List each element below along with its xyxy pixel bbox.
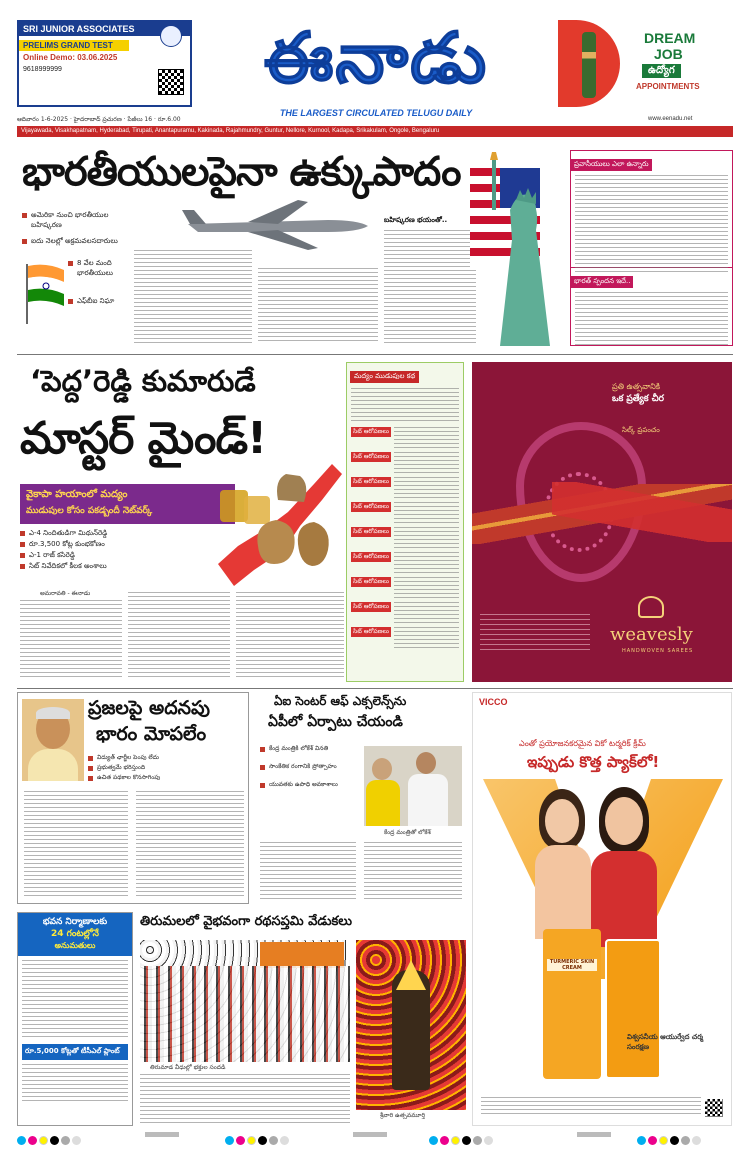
vicco-headline: ఇప్పుడు కొత్త ప్యాక్‌లో! bbox=[527, 753, 660, 771]
coe-photo-image bbox=[364, 746, 462, 826]
lead-bullet-2 bbox=[68, 258, 126, 306]
timeline-tag: సిట్ ఆరోపణలు bbox=[353, 528, 389, 535]
timeline-tag: సిట్ ఆరోపణలు bbox=[353, 428, 389, 435]
building-headline-3: అనుమతులు bbox=[54, 941, 96, 950]
aircraft-image bbox=[178, 192, 378, 252]
coe-bullet: కేంద్ర మంత్రికి లోకేశ్ వినతి bbox=[260, 744, 360, 754]
coe-story bbox=[254, 692, 466, 904]
liquor-bullet: సిట్ నివేదికలో కీలక అంశాలు bbox=[20, 561, 240, 572]
timeline-entry bbox=[351, 452, 459, 474]
building-sub-headline: రూ.5,000 కోట్లతో టీసీఎల్ ప్లాంట్ bbox=[22, 1044, 128, 1060]
timeline-entry bbox=[351, 502, 459, 524]
ad-line2: Online Demo: 03.06.2025 bbox=[23, 53, 118, 62]
ad-line1: PRELIMS GRAND TEST bbox=[19, 40, 129, 51]
liquor-byline: అమరావతి - ఈనాడు bbox=[40, 590, 91, 597]
timeline-text bbox=[394, 452, 459, 474]
timeline-entry bbox=[351, 627, 459, 649]
timeline-entry bbox=[351, 527, 459, 549]
qr-code-icon bbox=[158, 69, 184, 95]
timeline-tag: సిట్ ఆరోపణలు bbox=[353, 578, 389, 585]
india-flag-image bbox=[22, 262, 66, 326]
timeline-text bbox=[394, 627, 459, 649]
timeline-tag: సిట్ ఆరోపణలు bbox=[353, 453, 389, 460]
building-headline-box bbox=[18, 913, 132, 956]
liquor-headline-1: ‘పెద్ద’రెడ్డి కుమారుడే bbox=[30, 364, 256, 398]
weavesly-address bbox=[480, 614, 590, 654]
timeline-text bbox=[394, 527, 459, 549]
coe-headline-2: ఏపీలో ఏర్పాటు చేయండి bbox=[268, 714, 403, 730]
coe-body-col2 bbox=[364, 842, 462, 900]
liquor-bullet: ఎ-4 నిందితుడిగా మిథున్‌రెడ్డి bbox=[20, 528, 240, 539]
side-intro-text bbox=[351, 388, 459, 424]
lead-side-label: బహిష్కరణ భయంతో.. bbox=[384, 216, 448, 224]
statue-of-liberty-image bbox=[470, 150, 570, 346]
right-box1-title: ప్రవాసీయులు ఎలా ఉన్నారు bbox=[571, 159, 652, 171]
cbn-bullets bbox=[88, 753, 248, 783]
ap-map-money-image bbox=[214, 460, 346, 590]
ad-logo-icon bbox=[160, 25, 182, 47]
liquor-bullet: రూ.3,500 కోట్ల కుంభకోణం bbox=[20, 539, 240, 550]
liquor-bullets bbox=[20, 528, 240, 572]
building-sub-body bbox=[22, 1064, 128, 1104]
timeline-list bbox=[347, 427, 463, 649]
timeline-entry bbox=[351, 602, 459, 624]
weavesly-brand: weavesly bbox=[610, 624, 693, 645]
timeline-entry bbox=[351, 552, 459, 574]
ad-dream: DREAM bbox=[644, 30, 696, 46]
lead-bullet: ఎఫ్‌బీఐ నిఘా bbox=[68, 296, 126, 306]
lead-right-box1 bbox=[570, 150, 733, 268]
cbn-story bbox=[17, 692, 249, 904]
tirumala-body bbox=[140, 1074, 350, 1124]
vicco-fineprint bbox=[481, 1097, 701, 1117]
model-2-image bbox=[585, 787, 665, 947]
vicco-footer: విశ్వసనీయ ఆయుర్వేద చర్మ సంరక్షణ bbox=[627, 1033, 703, 1051]
ad-line3: 9618999999 bbox=[23, 66, 62, 73]
right-box2-title: భారత్ స్పందన ఇదే.. bbox=[571, 276, 633, 288]
timeline-text bbox=[394, 477, 459, 499]
coe-bullets bbox=[260, 744, 360, 790]
ad-telugu: ఉద్యోగ bbox=[642, 64, 681, 78]
banner-line2: ముడుపుల కోసం పకడ్బందీ నెట్‌వర్క్ bbox=[26, 506, 153, 516]
weavesly-logo-icon bbox=[638, 596, 664, 618]
lead-body-col1 bbox=[134, 250, 252, 344]
weavesly-ad[interactable] bbox=[472, 362, 732, 682]
weavesly-sub: HANDWOVEN SAREES bbox=[622, 648, 694, 654]
dateline: ఆదివారం 1-6-2025 · హైదరాబాద్ ప్రచురణ · పేజీలు 16 · రూ.6.00 bbox=[17, 116, 181, 123]
timeline-text bbox=[394, 602, 459, 624]
banner-line1: వైకాపా హయాంలో మద్యం bbox=[26, 489, 128, 500]
timeline-entry bbox=[351, 427, 459, 449]
timeline-entry bbox=[351, 577, 459, 599]
timeline-tag: సిట్ ఆరోపణలు bbox=[353, 603, 389, 610]
cbn-headline-2: భారం మోపలేం bbox=[96, 723, 207, 745]
cbn-body-col2 bbox=[136, 791, 244, 899]
timeline-text bbox=[394, 577, 459, 599]
timeline-tag: సిట్ ఆరోపణలు bbox=[353, 503, 389, 510]
lead-body-col2 bbox=[258, 268, 378, 344]
coe-bullet: సాంకేతిక రంగానికి ప్రోత్సాహం bbox=[260, 762, 360, 772]
coe-headline-1: ఏఐ సెంటర్ ఆఫ్ ఎక్సలెన్స్‌ను bbox=[274, 694, 407, 708]
cbn-bullet: ఉచిత పథకాల కొనసాగింపు bbox=[88, 773, 248, 783]
tirumala-deity-image bbox=[356, 940, 466, 1110]
liquor-banner bbox=[20, 484, 235, 524]
masthead-title: ఈనాడు bbox=[263, 17, 489, 99]
tirumala-caption-right: శ్రీవారి ఉత్సవమూర్తి bbox=[380, 1112, 425, 1119]
coe-body-col1 bbox=[260, 842, 356, 900]
divider bbox=[17, 354, 733, 355]
cbn-bullet: విద్యుత్ ఛార్జీల పెంపు లేదు bbox=[88, 753, 248, 763]
liquor-body-col1 bbox=[20, 600, 122, 680]
lead-bullet: 8 వేల మంది భారతీయులు bbox=[68, 258, 126, 278]
building-body bbox=[22, 960, 128, 1040]
right-box1-text bbox=[575, 175, 728, 273]
lead-bullet: అమెరికా నుంచి భారతీయుల బహిష్కరణ bbox=[22, 210, 120, 230]
vicco-tube-2 bbox=[605, 939, 661, 1079]
print-color-marks bbox=[17, 1128, 733, 1144]
lead-right-box2 bbox=[570, 268, 733, 346]
tirumala-caption-left: తిరుమాడ వీధుల్లో భక్తుల సందడి bbox=[150, 1064, 226, 1071]
ad-org: SRI JUNIOR ASSOCIATES bbox=[19, 22, 190, 36]
timeline-text bbox=[394, 552, 459, 574]
masthead-tagline: THE LARGEST CIRCULATED TELUGU DAILY bbox=[279, 108, 473, 118]
tirumala-headline: తిరుమలలో వైభవంగా రథసప్తమి వేడుకలు bbox=[140, 914, 352, 929]
lead-body-col3 bbox=[384, 230, 476, 344]
vicco-tube-label: TURMERIC SKIN CREAM bbox=[547, 959, 597, 971]
tirumala-crowd-image bbox=[140, 940, 350, 1062]
weavesly-line2: ఒక ప్రత్యేక చీర bbox=[612, 394, 664, 404]
masthead-left-ad[interactable] bbox=[17, 20, 192, 107]
lead-bullet: ఐదు నెలల్లో అక్రమవలసదారులు bbox=[22, 236, 120, 246]
website[interactable]: www.eenadu.net bbox=[648, 116, 693, 122]
building-headline-2: 24 గంటల్లోనే bbox=[51, 929, 99, 939]
liquor-body-col3 bbox=[236, 592, 344, 680]
person-figure-icon bbox=[582, 32, 596, 98]
liquor-headline-2: మాస్టర్ మైండ్! bbox=[20, 413, 267, 464]
timeline-text bbox=[394, 427, 459, 449]
ad-job: JOB bbox=[654, 46, 683, 62]
weavesly-line3: సిల్క్ ప్రపంచం bbox=[622, 426, 660, 434]
lead-headline: భారతీయులపైనా ఉక్కుపాదం bbox=[22, 149, 461, 195]
timeline-tag: సిట్ ఆరోపణలు bbox=[353, 553, 389, 560]
liquor-body-col2 bbox=[128, 592, 230, 680]
cbn-headline-1: ప్రజలపై అదనపు bbox=[88, 697, 210, 719]
cbn-portrait-image bbox=[22, 699, 84, 781]
building-story bbox=[17, 912, 133, 1126]
ad-appointments: APPOINTMENTS bbox=[636, 82, 700, 91]
timeline-tag: సిట్ ఆరోపణలు bbox=[353, 628, 389, 635]
masthead-right-ad[interactable] bbox=[558, 20, 732, 107]
vicco-top-line: ఎంతో ప్రయోజనకరమైన వికో టర్మరిక్ క్రీమ్ bbox=[519, 739, 646, 748]
divider bbox=[17, 688, 733, 689]
cbn-body-col1 bbox=[24, 791, 128, 899]
timeline-tag: సిట్ ఆరోపణలు bbox=[353, 478, 389, 485]
vicco-qr-icon bbox=[705, 1099, 723, 1117]
vicco-logo: VICCO bbox=[479, 697, 508, 707]
lead-bullets bbox=[22, 210, 120, 246]
vicco-tube-1 bbox=[543, 929, 601, 1079]
building-headline-1: భవన నిర్మాణాలకు bbox=[42, 917, 108, 927]
weavesly-line1: ప్రతి ఉత్సవానికి bbox=[612, 382, 661, 391]
liquor-bullet: ఎ-1 రాజ్ కసిరెడ్డి bbox=[20, 550, 240, 561]
saree-fabric-2 bbox=[552, 482, 732, 542]
coe-bullet: యువతకు ఉపాధి అవకాశాలు bbox=[260, 780, 360, 790]
newspaper-title bbox=[205, 14, 547, 106]
coe-caption: కేంద్ర మంత్రితో లోకేశ్ bbox=[384, 829, 431, 836]
timeline-entry bbox=[351, 477, 459, 499]
right-box2-text bbox=[575, 292, 728, 346]
liquor-side-box bbox=[346, 362, 464, 682]
cbn-bullet: ప్రభుత్వమే భరిస్తుంది bbox=[88, 763, 248, 773]
vicco-ad[interactable] bbox=[472, 692, 732, 1126]
side-box-title: మద్యం ముడుపుల కథ bbox=[350, 371, 419, 383]
timeline-text bbox=[394, 502, 459, 524]
editions-bar: Vijayawada, Visakhapatnam, Hyderabad, Tirupati, Anantapuramu, Kakinada, Rajahmundry, Guntur, Nellore, Kurnool, Kadapa, Srikakulam, Ongole, Bengaluru bbox=[17, 126, 733, 137]
